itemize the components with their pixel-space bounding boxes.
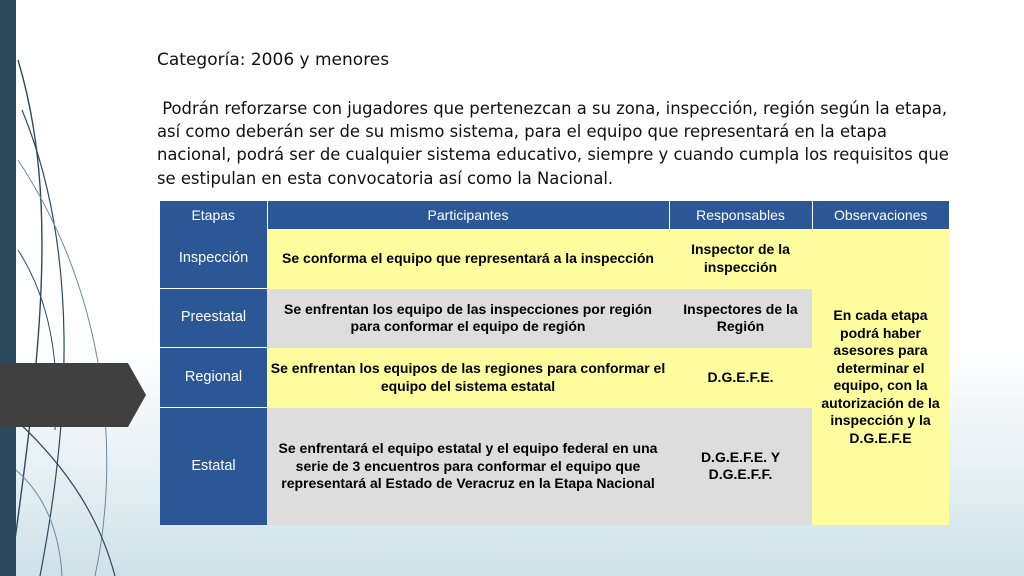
responsible-cell: D.G.E.F.E. Y D.G.E.F.F.	[669, 408, 812, 526]
stage-cell: Regional	[160, 348, 267, 408]
slide-title: Categoría: 2006 y menores	[157, 50, 390, 70]
table-header-row	[160, 201, 949, 229]
stage-cell: Preestatal	[160, 289, 267, 348]
stages-table	[160, 201, 949, 525]
participants-cell: Se conforma el equipo que representará a la inspección	[267, 229, 669, 289]
responsible-cell: D.G.E.F.E.	[669, 348, 812, 408]
participants-cell: Se enfrentan los equipo de las inspecciones por región para conformar el equipo de región	[267, 289, 669, 348]
responsible-cell: Inspector de la inspección	[669, 229, 812, 289]
stage-cell: Estatal	[160, 408, 267, 526]
responsible-cell: Inspectores de la Región	[669, 289, 812, 348]
participants-cell: Se enfrentan los equipos de las regiones para conformar el equipo del sistema estatal	[267, 348, 669, 408]
participants-cell: Se enfrentará el equipo estatal y el equipo federal en una serie de 3 encuentros para conformar el equipo que representará al Estado de Veracruz en la Etapa Nacional	[267, 408, 669, 526]
stage-cell: Inspección	[160, 229, 267, 289]
table-row	[160, 229, 949, 289]
arrow-tab-icon	[0, 363, 146, 427]
slide-paragraph: Podrán reforzarse con jugadores que pertenezcan a su zona, inspección, región según la etapa, así como deberán ser de su mismo sistema, para el equipo que representará en la etapa nacional, podrá ser de cualquier sistema educativo, siempre y cuando cumpla los requisitos que se estipulan en esta convocatoria así como la Nacional.	[157, 99, 955, 188]
header-etapas: Etapas	[160, 201, 267, 229]
header-responsables: Responsables	[669, 201, 812, 229]
observation-cell: En cada etapa podrá haber asesores para determinar el equipo, con la autorización de la inspección y la D.G.E.F.E	[812, 229, 949, 525]
header-observaciones: Observaciones	[812, 201, 949, 229]
swoosh-lines-icon	[0, 0, 160, 576]
header-participantes: Participantes	[267, 201, 669, 229]
